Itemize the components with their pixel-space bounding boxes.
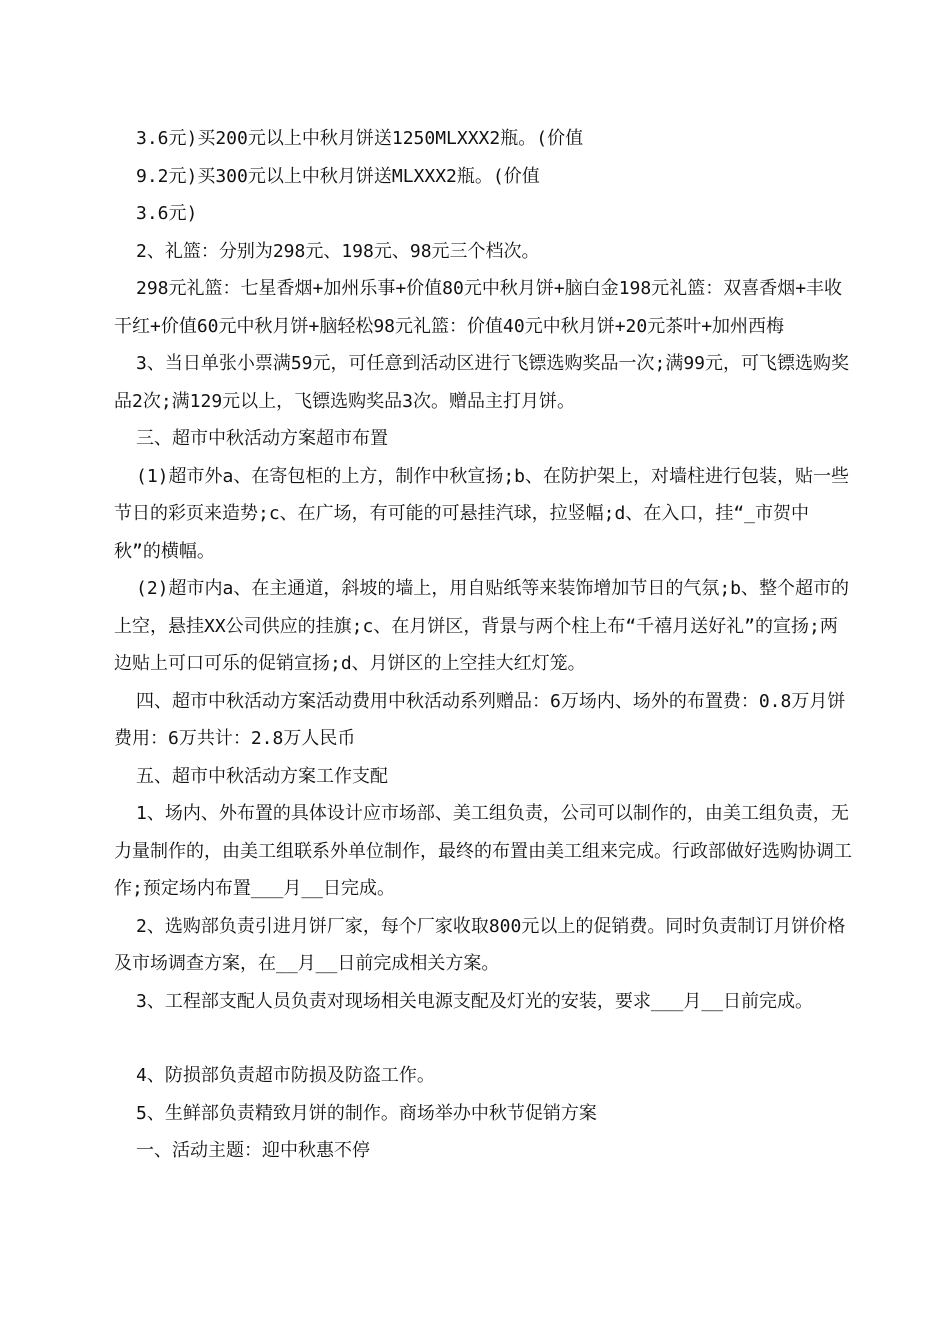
paragraph-price-line-3: 3.6元) (136, 203, 198, 224)
paragraph-outside-store: (1)超市外a、在寄包柜的上方，制作中秋宣扬;b、在防护架上，对墙柱进行包装，贴一些节日的彩页来造势;c、在广场，有可能的可悬挂汽球，拉竖幅;d、在入口，挂“_市贺中秋”的横幅。 (114, 465, 850, 562)
heading-store-layout: 三、超市中秋活动方案超市布置 (136, 428, 388, 449)
paragraph-gift-basket: 2、礼篮：分别为298元、198元、98元三个档次。 (136, 240, 540, 262)
paragraph-basket-details: 298元礼篮：七星香烟+加州乐事+价值80元中秋月饼+脑白金198元礼篮：双喜香烟+丰收干红+价值60元中秋月饼+脑轻松98元礼篮：价值40元中秋月饼+20元茶叶+加州西梅 (114, 278, 843, 337)
paragraph-dart-prize: 3、当日单张小票满59元，可任意到活动区进行飞镖选购奖品一次;满99元，可飞镖选购奖品2次;满129元以上，飞镖选购奖品3次。赠品主打月饼。 (114, 353, 850, 412)
heading-work-arrangement: 五、超市中秋活动方案工作支配 (136, 765, 388, 787)
heading-activity-theme: 一、活动主题：迎中秋惠不停 (136, 1140, 370, 1161)
paragraph-price-line-1: 3.6元)买200元以上中秋月饼送1250MLXXX2瓶。(价值 (136, 128, 584, 149)
document-body (114, 120, 854, 1170)
paragraph-inside-store: (2)超市内a、在主通道，斜坡的墙上，用自贴纸等来装饰增加节日的气氛;b、整个超市的上空，悬挂XX公司供应的挂旗;c、在月饼区，背景与两个柱上布“千禧月送好礼”的宣扬;两边贴上可口可乐的促销宣扬;d、月饼区的上空挂大红灯笼。 (114, 578, 850, 674)
paragraph-activity-cost: 四、超市中秋活动方案活动费用中秋活动系列赠品：6万场内、场外的布置费：0.8万月饼费用：6万共计：2.8万人民币 (114, 690, 846, 749)
paragraph-engineering-task: 3、工程部支配人员负责对现场相关电源支配及灯光的安装，要求___月__日前完成。 (136, 990, 814, 1012)
paragraph-design-task: 1、场内、外布置的具体设计应市场部、美工组负责，公司可以制作的，由美工组负责，无力量制作的，由美工组联系外单位制作，最终的布置由美工组来完成。行政部做好选购协调工作;预定场内布置___月__日完成。 (114, 803, 852, 899)
paragraph-fresh-food-task: 5、生鲜部负责精致月饼的制作。商场举办中秋节促销方案 (136, 1102, 597, 1124)
paragraph-security-task: 4、防损部负责超市防损及防盗工作。 (136, 1065, 435, 1086)
paragraph-price-line-2: 9.2元)买300元以上中秋月饼送MLXXX2瓶。(价值 (136, 165, 540, 187)
paragraph-purchasing-task: 2、选购部负责引进月饼厂家，每个厂家收取800元以上的促销费。同时负责制订月饼价格及市场调查方案，在__月__日前完成相关方案。 (114, 915, 846, 974)
